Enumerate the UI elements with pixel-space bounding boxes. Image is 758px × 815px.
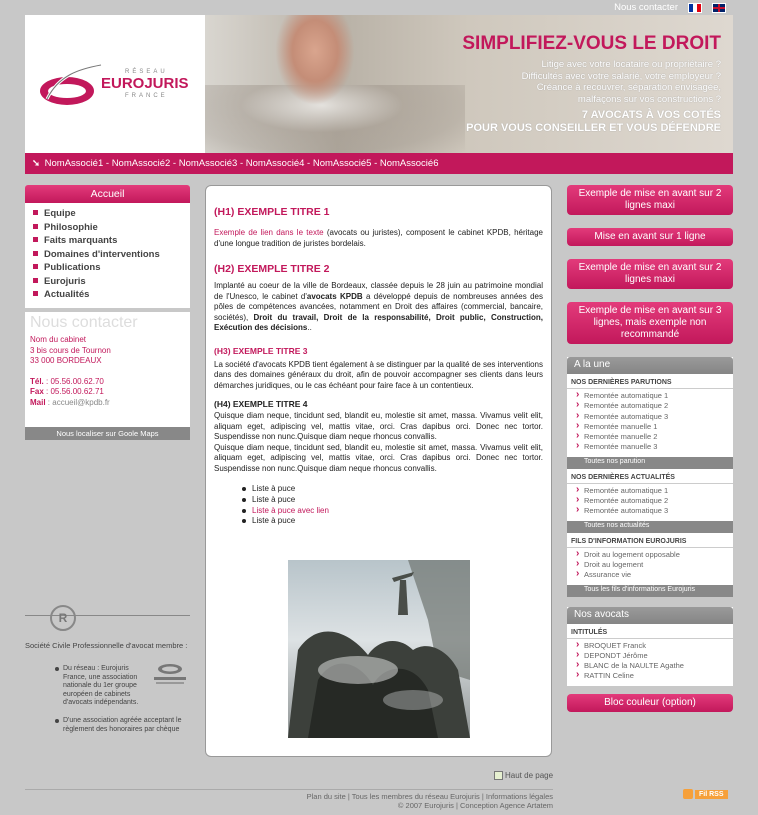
eurojuris-international-logo bbox=[150, 663, 190, 687]
parution-item[interactable]: › Remontée manuelle 3 bbox=[567, 442, 733, 452]
right-column bbox=[567, 185, 733, 725]
paragraph-text: Implanté au coeur de la ville de Bordeaux, classée depuis le 28 juin au patrimoine mondial de l'Unesco, le cabinet d' bbox=[214, 281, 543, 301]
all-parutions-link[interactable]: Toutes nos parution bbox=[567, 457, 733, 469]
lawyers-header: Nos avocats bbox=[567, 607, 733, 624]
fax-label: Fax bbox=[30, 387, 44, 396]
parution-item[interactable]: › Remontée manuelle 1 bbox=[567, 422, 733, 432]
scp-membership bbox=[25, 641, 195, 733]
back-to-top-label: Haut de page bbox=[505, 771, 554, 780]
lawyer-item[interactable]: › BROQUET Franck bbox=[567, 641, 733, 651]
menu-item-actualites[interactable] bbox=[33, 289, 190, 303]
lawyer-item[interactable]: › RATTIN Celine bbox=[567, 671, 733, 681]
bullet-list bbox=[242, 484, 543, 527]
bullet-square-icon bbox=[33, 264, 38, 269]
parutions-title: NOS DERNIÈRES PARUTIONS bbox=[567, 374, 733, 389]
scp-item-eurojuris bbox=[63, 665, 148, 708]
header-tagline bbox=[466, 109, 721, 135]
promo-button-3[interactable]: Exemple de mise en avant sur 2 lignes maxi bbox=[567, 259, 733, 289]
fil-item[interactable]: › Droit au logement opposable bbox=[567, 550, 733, 560]
lawyers-panel bbox=[567, 607, 733, 686]
bullet-square-icon bbox=[33, 278, 38, 283]
question-line: Difficultés avec votre salarié, votre employeur ? bbox=[521, 70, 721, 82]
contact-box bbox=[25, 312, 190, 427]
paragraph-4: Quisque diam neque, tincidunt sed, blandit eu, molestie sit amet, massa. Vivamus velit elit, aliquam eget, adipiscing vel, mattis vitae, orci. Cras dapibus orci. Donec nec tortor. Suspendisse non nunc.Quisque diam neque rhoncus convallis. bbox=[214, 411, 543, 441]
bold-text: Droit du travail, Droit de la responsabilité, Droit public, Construction, Exécution des décisions bbox=[214, 312, 543, 332]
tagline-line-1: 7 AVOCATS À VOS COTÉS bbox=[581, 109, 721, 121]
color-block-button[interactable]: Bloc couleur (option) bbox=[567, 694, 733, 712]
phone bbox=[30, 377, 185, 388]
left-column bbox=[25, 185, 190, 440]
header-questions bbox=[522, 59, 721, 105]
question-line: Créance à recouvrer, séparation envisagée, bbox=[536, 82, 721, 93]
heading-h4: (H4) EXEMPLE TITRE 4 bbox=[214, 399, 308, 409]
actus-title: NOS DERNIÈRES ACTUALITÉS bbox=[567, 469, 733, 484]
fax bbox=[30, 387, 185, 398]
mail-link[interactable]: : accueil@kpdb.fr bbox=[47, 397, 110, 407]
promo-button-4[interactable]: Exemple de mise en avant sur 3 lignes, mais exemple non recommandé bbox=[567, 302, 733, 344]
menu-item-label: Eurojuris bbox=[44, 275, 86, 287]
arrow-up-icon bbox=[494, 771, 503, 780]
contact-title: Nous contacter bbox=[30, 314, 138, 331]
top-bar bbox=[0, 0, 758, 15]
menu-item-equipe[interactable] bbox=[33, 208, 190, 222]
paragraph-text: a développé depuis de nombreuses années des pôles de compétences avancées, notamment en Droit des affaires (commercial, bancaire, sociétés), bbox=[214, 291, 543, 322]
rss-icon bbox=[683, 789, 693, 799]
paragraph-text: (avocats ou juristes), composent le cabinet KPDB, héritage d'une longue tradition de juristes bordelais. bbox=[214, 228, 544, 248]
paragraph-text: .. bbox=[307, 323, 312, 332]
mail-label: Mail bbox=[30, 397, 46, 407]
fils-title: FILS D'INFORMATION EUROJURIS bbox=[567, 533, 733, 548]
parution-item[interactable]: › Remontée automatique 3 bbox=[567, 412, 733, 422]
bold-text: avocats KPDB bbox=[306, 291, 363, 301]
menu-item-label: Philosophie bbox=[44, 221, 98, 233]
question-line: malfaçons sur vos constructions ? bbox=[577, 93, 721, 105]
fil-item[interactable]: › Droit au logement bbox=[567, 560, 733, 570]
mail bbox=[30, 398, 185, 409]
bullet-square-icon bbox=[33, 251, 38, 256]
heading-h2: (H2) EXEMPLE TITRE 2 bbox=[214, 263, 330, 275]
bar-seal-icon: R bbox=[50, 605, 76, 631]
actu-item[interactable]: › Remontée automatique 1 bbox=[567, 486, 733, 496]
menu-item-label: Publications bbox=[44, 262, 101, 273]
google-maps-link[interactable]: Nous localiser sur Goole Maps bbox=[25, 427, 190, 440]
list-item: Liste à puce bbox=[242, 495, 543, 506]
scp-text: Société Civile Professionnelle d'avocat membre : bbox=[25, 641, 188, 650]
header-banner bbox=[25, 15, 733, 153]
menu-item-faits-marquants[interactable] bbox=[33, 235, 190, 249]
promo-button-2[interactable]: Mise en avant sur 1 ligne bbox=[567, 228, 733, 246]
menu-item-label: Faits marquants bbox=[44, 235, 118, 246]
bullet-square-icon bbox=[33, 224, 38, 229]
menu-item-philosophie[interactable] bbox=[33, 222, 190, 236]
hand-image bbox=[275, 15, 355, 105]
paragraph-2 bbox=[214, 281, 543, 334]
rss-link[interactable] bbox=[683, 789, 728, 799]
lawyer-item[interactable]: › DEPONDT Jérôme bbox=[567, 651, 733, 661]
menu-item-publications[interactable] bbox=[33, 262, 190, 276]
tagline-line-2: POUR VOUS CONSEILLER ET VOUS DÉFENDRE bbox=[466, 122, 721, 134]
phone-value: : 05.56.00.62.70 bbox=[46, 376, 104, 386]
menu-item-domaines[interactable] bbox=[33, 249, 190, 263]
actu-item[interactable]: › Remontée automatique 3 bbox=[567, 506, 733, 516]
list-item: Liste à puce bbox=[242, 516, 543, 527]
scp-item-association bbox=[63, 717, 193, 734]
associates-bar bbox=[25, 153, 733, 174]
scp-item-text: Du réseau : Eurojuris France, une association nationale du 1er groupe européen de cabinets d'avocats indépendants. bbox=[63, 665, 139, 706]
address-line-2: 33 000 BORDEAUX bbox=[30, 356, 102, 365]
headlines-panel bbox=[567, 357, 733, 597]
list-item: Liste à puce bbox=[242, 484, 543, 495]
lawyer-item[interactable]: › BLANC de la NAULTE Agathe bbox=[567, 661, 733, 671]
intitules-title: INTITULÉS bbox=[567, 624, 733, 639]
parution-item[interactable]: › Remontée automatique 1 bbox=[567, 391, 733, 401]
associates-list[interactable]: NomAssocié1 - NomAssocié2 - NomAssocié3 - NomAssocié4 - NomAssocié5 - NomAssocié6 bbox=[44, 158, 439, 169]
scp-item-text: D'une association agréée acceptant le règlement des honoraires par chèque bbox=[63, 717, 182, 733]
headlines-header: A la une bbox=[567, 357, 733, 374]
menu-item-label: Actualités bbox=[44, 289, 90, 300]
actu-item[interactable]: › Remontée automatique 2 bbox=[567, 496, 733, 506]
promo-button-1[interactable]: Exemple de mise en avant sur 2 lignes maxi bbox=[567, 185, 733, 215]
logo-name-text: EUROJURIS bbox=[101, 75, 189, 92]
inline-link[interactable]: Exemple de lien dans le texte bbox=[214, 228, 324, 237]
back-to-top-link[interactable] bbox=[494, 771, 553, 780]
parution-item[interactable]: › Remontée automatique 2 bbox=[567, 401, 733, 411]
fax-value: : 05.56.00.62.71 bbox=[46, 387, 104, 396]
french-flag-icon[interactable] bbox=[688, 3, 702, 13]
eurojuris-logo[interactable] bbox=[39, 63, 199, 113]
heading-h3: (H3) EXEMPLE TITRE 3 bbox=[214, 345, 308, 356]
parution-item[interactable]: › Remontée manuelle 2 bbox=[567, 432, 733, 442]
bullet-square-icon bbox=[33, 237, 38, 242]
all-actus-link[interactable]: Toutes nos actualités bbox=[567, 521, 733, 533]
menu-header[interactable]: Accueil bbox=[25, 185, 190, 203]
logo-country-text: FRANCE bbox=[125, 93, 168, 99]
all-fils-link[interactable]: Tous les fils d'informations Eurojuris bbox=[567, 585, 733, 597]
bullet-square-icon bbox=[33, 291, 38, 296]
paragraph-3: La société d'avocats KPDB tient également à se distinguer par la qualité de ses interventions dans des domaines généraux du droit, afin de pouvoir accompagner ses clients dans leurs démarches juridiques, ou le cas échéant pour faire face à un contentieux. bbox=[214, 359, 543, 390]
heading-h1: (H1) EXEMPLE TITRE 1 bbox=[214, 206, 330, 218]
header-slogan: SIMPLIFIEZ-VOUS LE DROIT bbox=[462, 33, 721, 54]
fountain-statue-image bbox=[288, 560, 470, 738]
footer-links[interactable]: Plan du site | Tous les membres du réseau Eurojuris | Informations légales bbox=[25, 789, 553, 801]
top-contact-link[interactable]: Nous contacter bbox=[614, 2, 678, 13]
bullet-icon bbox=[55, 719, 59, 723]
menu-item-label: Domaines d'interventions bbox=[44, 248, 160, 260]
logo-reseau-text: RÉSEAU bbox=[125, 69, 168, 75]
main-content bbox=[205, 185, 552, 757]
bullet-icon bbox=[55, 667, 59, 671]
firm-name: Nom du cabinet bbox=[30, 335, 87, 344]
bullet-square-icon bbox=[33, 210, 38, 215]
arrow-icon: ➘ bbox=[32, 158, 40, 169]
main-menu bbox=[25, 203, 190, 308]
question-line: Litige avec votre locataire ou propriétaire ? bbox=[541, 59, 721, 70]
paragraph-5: Quisque diam neque, tincidunt sed, blandit eu, molestie sit amet, massa. Vivamus velit elit, aliquam eget, adipiscing vel, mattis vitae, orci. Cras dapibus orci. Donec nec tortor. Suspendisse non nunc.Quisque diam neque rhoncus convallis. bbox=[214, 442, 543, 473]
footer-copyright: © 2007 Eurojuris | Conception Agence Artatem bbox=[397, 801, 553, 810]
english-flag-icon[interactable] bbox=[712, 3, 726, 13]
rss-label: Fil RSS bbox=[695, 790, 728, 799]
list-item-link[interactable]: Liste à puce avec lien bbox=[242, 506, 543, 517]
menu-item-label: Equipe bbox=[44, 208, 76, 219]
menu-item-eurojuris[interactable] bbox=[33, 276, 190, 290]
phone-label: Tél. bbox=[30, 376, 44, 386]
fil-item[interactable]: › Assurance vie bbox=[567, 570, 733, 580]
address-line-1: 3 bis cours de Tournon bbox=[30, 345, 111, 355]
paragraph-1 bbox=[214, 228, 543, 249]
